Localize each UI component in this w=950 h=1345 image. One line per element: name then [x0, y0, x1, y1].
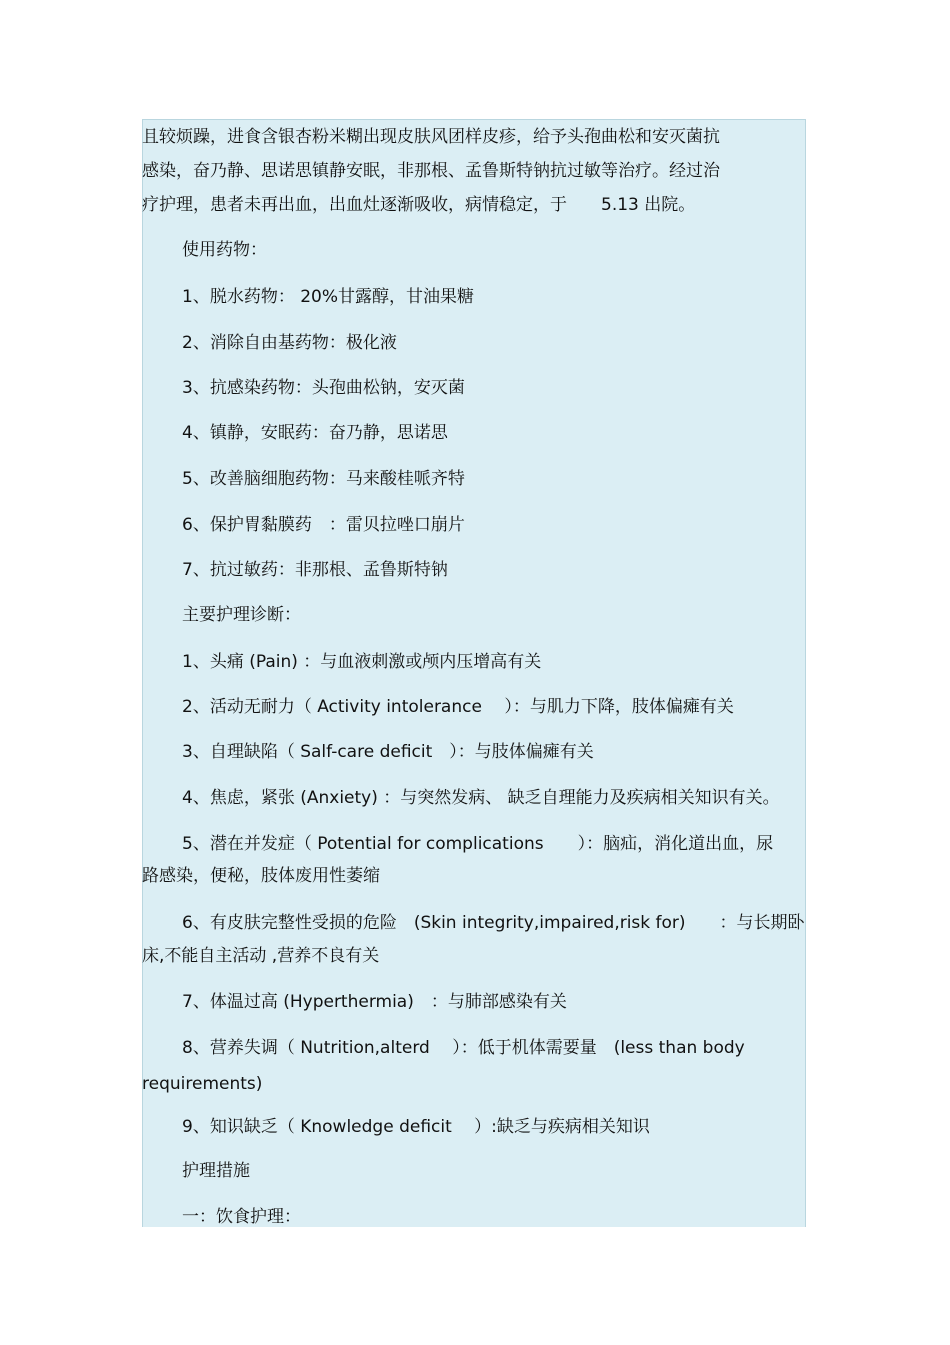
drugs-heading: 使用药物：	[182, 240, 267, 260]
drug-item-2: 2、消除自由基药物：极化液	[182, 333, 397, 353]
diagnosis-heading: 主要护理诊断：	[182, 605, 301, 625]
diagnosis-item-2: 2、活动无耐力（ Activity intolerance ）：与肌力下降，肢体偏瘫有关	[182, 697, 734, 717]
diagnosis-item-8-cont: requirements)	[142, 1074, 263, 1094]
diagnosis-item-4: 4、焦虑，紧张 (Anxiety) ：与突然发病、 缺乏自理能力及疾病相关知识有关。	[182, 788, 780, 808]
diagnosis-item-5-cont: 路感染，便秘，肢体废用性萎缩	[142, 866, 380, 886]
diagnosis-item-6: 6、有皮肤完整性受损的危险 (Skin integrity,impaired,risk for) ：与长期卧	[182, 913, 805, 933]
drug-item-5: 5、改善脑细胞药物：马来酸桂哌齐特	[182, 469, 465, 489]
measures-sub-1: 一：饮食护理：	[182, 1207, 301, 1227]
diagnosis-item-6-cont: 床,不能自主活动 ,营养不良有关	[142, 946, 380, 966]
intro-line-1: 且较烦躁，进食含银杏粉米糊出现皮肤风团样皮疹，给予头孢曲松和安灭菌抗	[142, 127, 720, 147]
measures-heading: 护理措施	[182, 1161, 250, 1181]
document-panel	[142, 119, 806, 1227]
drug-item-4: 4、镇静，安眠药：奋乃静，思诺思	[182, 423, 448, 443]
diagnosis-item-1: 1、头痛 (Pain) ：与血液刺激或颅内压增高有关	[182, 652, 542, 672]
diagnosis-item-7: 7、体温过高 (Hyperthermia) ：与肺部感染有关	[182, 992, 567, 1012]
drug-item-7: 7、抗过敏药：非那根、孟鲁斯特钠	[182, 560, 448, 580]
drug-item-6: 6、保护胃黏膜药 ：雷贝拉唑口崩片	[182, 515, 465, 535]
diagnosis-item-3: 3、自理缺陷（ Salf-care deficit ）：与肢体偏瘫有关	[182, 742, 594, 762]
drug-item-1: 1、脱水药物： 20%甘露醇，甘油果糖	[182, 287, 475, 307]
intro-line-2: 感染，奋乃静、思诺思镇静安眠，非那根、孟鲁斯特钠抗过敏等治疗。经过治	[142, 161, 720, 181]
diagnosis-item-8: 8、营养失调（ Nutrition,alterd ）：低于机体需要量 (less than body	[182, 1038, 745, 1058]
drug-item-3: 3、抗感染药物：头孢曲松钠，安灭菌	[182, 378, 465, 398]
diagnosis-item-9: 9、知识缺乏（ Knowledge deficit ）:缺乏与疾病相关知识	[182, 1117, 650, 1137]
diagnosis-item-5: 5、潜在并发症（ Potential for complications ）：脑疝，消化道出血，尿	[182, 834, 774, 854]
intro-line-3: 疗护理，患者未再出血，出血灶逐渐吸收，病情稳定，于 5.13 出院。	[142, 195, 696, 215]
